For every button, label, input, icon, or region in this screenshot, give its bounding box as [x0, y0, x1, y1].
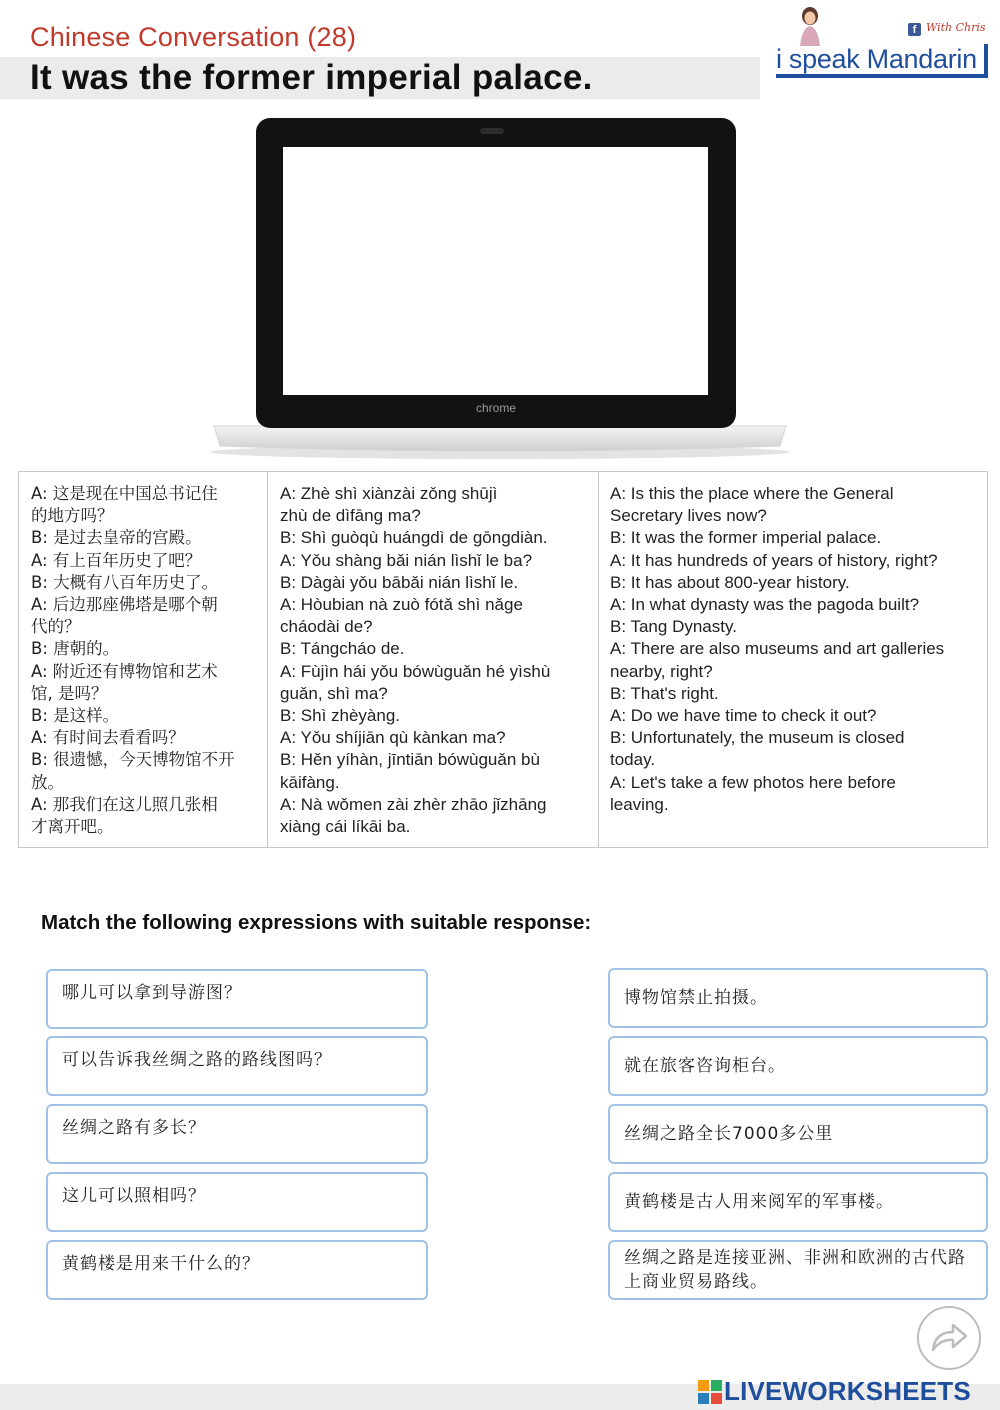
dialogue-line: B: Tang Dynasty.: [610, 617, 737, 637]
answer-box[interactable]: [608, 1104, 988, 1164]
answer-text: 丝绸之路是连接亚洲、非洲和欧洲的古代路上商业贸易路线。: [624, 1248, 966, 1292]
dialogue-line: A: 有时间去看看吗？: [31, 728, 185, 748]
dialogue-line: B: It was the former imperial palace.: [610, 528, 882, 548]
dialogue-line: 馆, 是吗？: [31, 683, 108, 703]
dialogue-line: cháodài de?: [280, 617, 373, 637]
question-box[interactable]: [46, 1036, 428, 1096]
question-box[interactable]: [46, 1172, 428, 1232]
dialogue-line: A: Do we have time to check it out?: [610, 706, 877, 726]
dialogue-line: A: Fùjìn hái yǒu bówùguǎn hé yìshù: [280, 661, 551, 681]
forward-arrow-icon: [919, 1308, 979, 1368]
dialogue-line: A: 这是现在中国总书记住: [31, 484, 218, 503]
dialogue-line: B: 大概有八百年历史了。: [31, 572, 219, 592]
dialogue-line: 代的？: [31, 617, 81, 637]
dialogue-line: A: Is this the place where the General: [610, 484, 894, 503]
dialogue-line: A: In what dynasty was the pagoda built?: [610, 595, 920, 615]
liveworksheets-icon: [698, 1380, 722, 1404]
dialogue-line: B: 唐朝的。: [31, 639, 120, 659]
dialogue-line: leaving.: [610, 794, 669, 814]
dialogue-line: B: Unfortunately, the museum is closed: [610, 728, 905, 748]
answer-box[interactable]: [608, 968, 988, 1028]
page-title: It was the former imperial palace.: [30, 58, 593, 97]
dialogue-line: B: Hěn yíhàn, jīntiān bówùguǎn bù: [280, 750, 540, 770]
question-text: 丝绸之路有多长？: [62, 1118, 206, 1138]
question-text: 这儿可以照相吗？: [62, 1186, 206, 1206]
answer-box[interactable]: [608, 1240, 988, 1300]
answer-text: 丝绸之路全长7000多公里: [624, 1124, 834, 1144]
laptop-base: [214, 426, 786, 451]
dialogue-line: B: Dàgài yǒu bābǎi nián lìshǐ le.: [280, 572, 519, 592]
dialogue-line: kāifàng.: [280, 772, 340, 792]
dialogue-line: B: Shì guòqù huángdì de gōngdiàn.: [280, 528, 548, 548]
question-text: 可以告诉我丝绸之路的路线图吗？: [62, 1050, 332, 1070]
dialogue-line: B: It has about 800-year history.: [610, 572, 850, 592]
dialogue-line: 的地方吗？: [31, 506, 114, 526]
dialogue-line: A: It has hundreds of years of history, right?: [610, 550, 938, 570]
dialogue-line: A: Yǒu shíjiān qù kànkan ma?: [280, 728, 506, 748]
dialogue-line: A: Yǒu shàng bǎi nián lìshǐ le ba?: [280, 550, 533, 570]
dialogue-line: nearby, right?: [610, 661, 713, 681]
logo-with-label: With Chris: [926, 21, 986, 34]
exercise-instruction: Match the following expressions with suitable response:: [41, 911, 592, 934]
dialogue-line: A: 有上百年历史了吧？: [31, 550, 202, 570]
dialogue-line: A: Zhè shì xiànzài zǒng shūjì: [280, 484, 498, 503]
dialogue-line: A: Let's take a few photos here before: [610, 772, 896, 792]
dialogue-line: 放。: [31, 772, 64, 792]
answer-text: 博物馆禁止拍摄。: [624, 988, 768, 1008]
dialogue-line: B: 是这样。: [31, 706, 120, 726]
dialogue-line: B: That's right.: [610, 683, 719, 703]
dialogue-line: A: 附近还有博物馆和艺术: [31, 661, 218, 681]
facebook-icon: f: [908, 23, 921, 36]
dialogue-line: B: 是过去皇帝的宫殿。: [31, 528, 202, 548]
answer-box[interactable]: [608, 1172, 988, 1232]
question-box[interactable]: [46, 969, 428, 1029]
liveworksheets-text: LIVEWORKSHEETS: [724, 1376, 971, 1406]
logo-brand-text: i speak Mandarin: [776, 44, 977, 74]
dialogue-line: B: 很遗憾，今天博物馆不开: [31, 750, 235, 770]
question-text: 哪儿可以拿到导游图？: [62, 983, 242, 1003]
dialogue-line: A: 后边那座佛塔是哪个朝: [31, 595, 218, 615]
answer-box[interactable]: [608, 1036, 988, 1096]
question-box[interactable]: [46, 1104, 428, 1164]
laptop-image: [0, 0, 1000, 470]
english-column: [599, 472, 987, 847]
dialogue-line: A: 那我们在这儿照几张相: [31, 794, 218, 814]
dialogue-line: 才离开吧。: [31, 817, 114, 837]
dialogue-line: zhù de dìfāng ma?: [280, 506, 421, 526]
question-box[interactable]: [46, 1240, 428, 1300]
dialogue-line: A: Hòubian nà zuò fótǎ shì nǎge: [280, 595, 523, 615]
dialogue-line: B: Tángcháo de.: [280, 639, 405, 659]
dialogue-line: Secretary lives now?: [610, 506, 767, 526]
dialogue-table: [18, 471, 988, 848]
pinyin-column: [268, 472, 599, 847]
next-button[interactable]: [917, 1306, 981, 1370]
webcam-icon: [480, 128, 504, 134]
liveworksheets-logo[interactable]: [698, 1376, 971, 1407]
chinese-column: [19, 472, 268, 847]
answer-text: 黄鹤楼是古人用来阅军的军事楼。: [624, 1192, 894, 1212]
dialogue-line: today.: [610, 750, 656, 770]
question-text: 黄鹤楼是用来干什么的？: [62, 1254, 260, 1274]
dialogue-line: xiàng cái líkāi ba.: [280, 817, 411, 837]
laptop-screen: [283, 147, 708, 395]
page-subtitle: Chinese Conversation (28): [30, 22, 357, 52]
answer-text: 就在旅客咨询柜台。: [624, 1056, 786, 1076]
dialogue-line: A: Nà wǒmen zài zhèr zhāo jǐzhāng: [280, 794, 547, 814]
dialogue-line: B: Shì zhèyàng.: [280, 706, 401, 726]
dialogue-line: A: There are also museums and art galleries: [610, 639, 945, 659]
dialogue-line: guǎn, shì ma?: [280, 683, 388, 703]
laptop-brand-label: chrome: [475, 401, 517, 415]
